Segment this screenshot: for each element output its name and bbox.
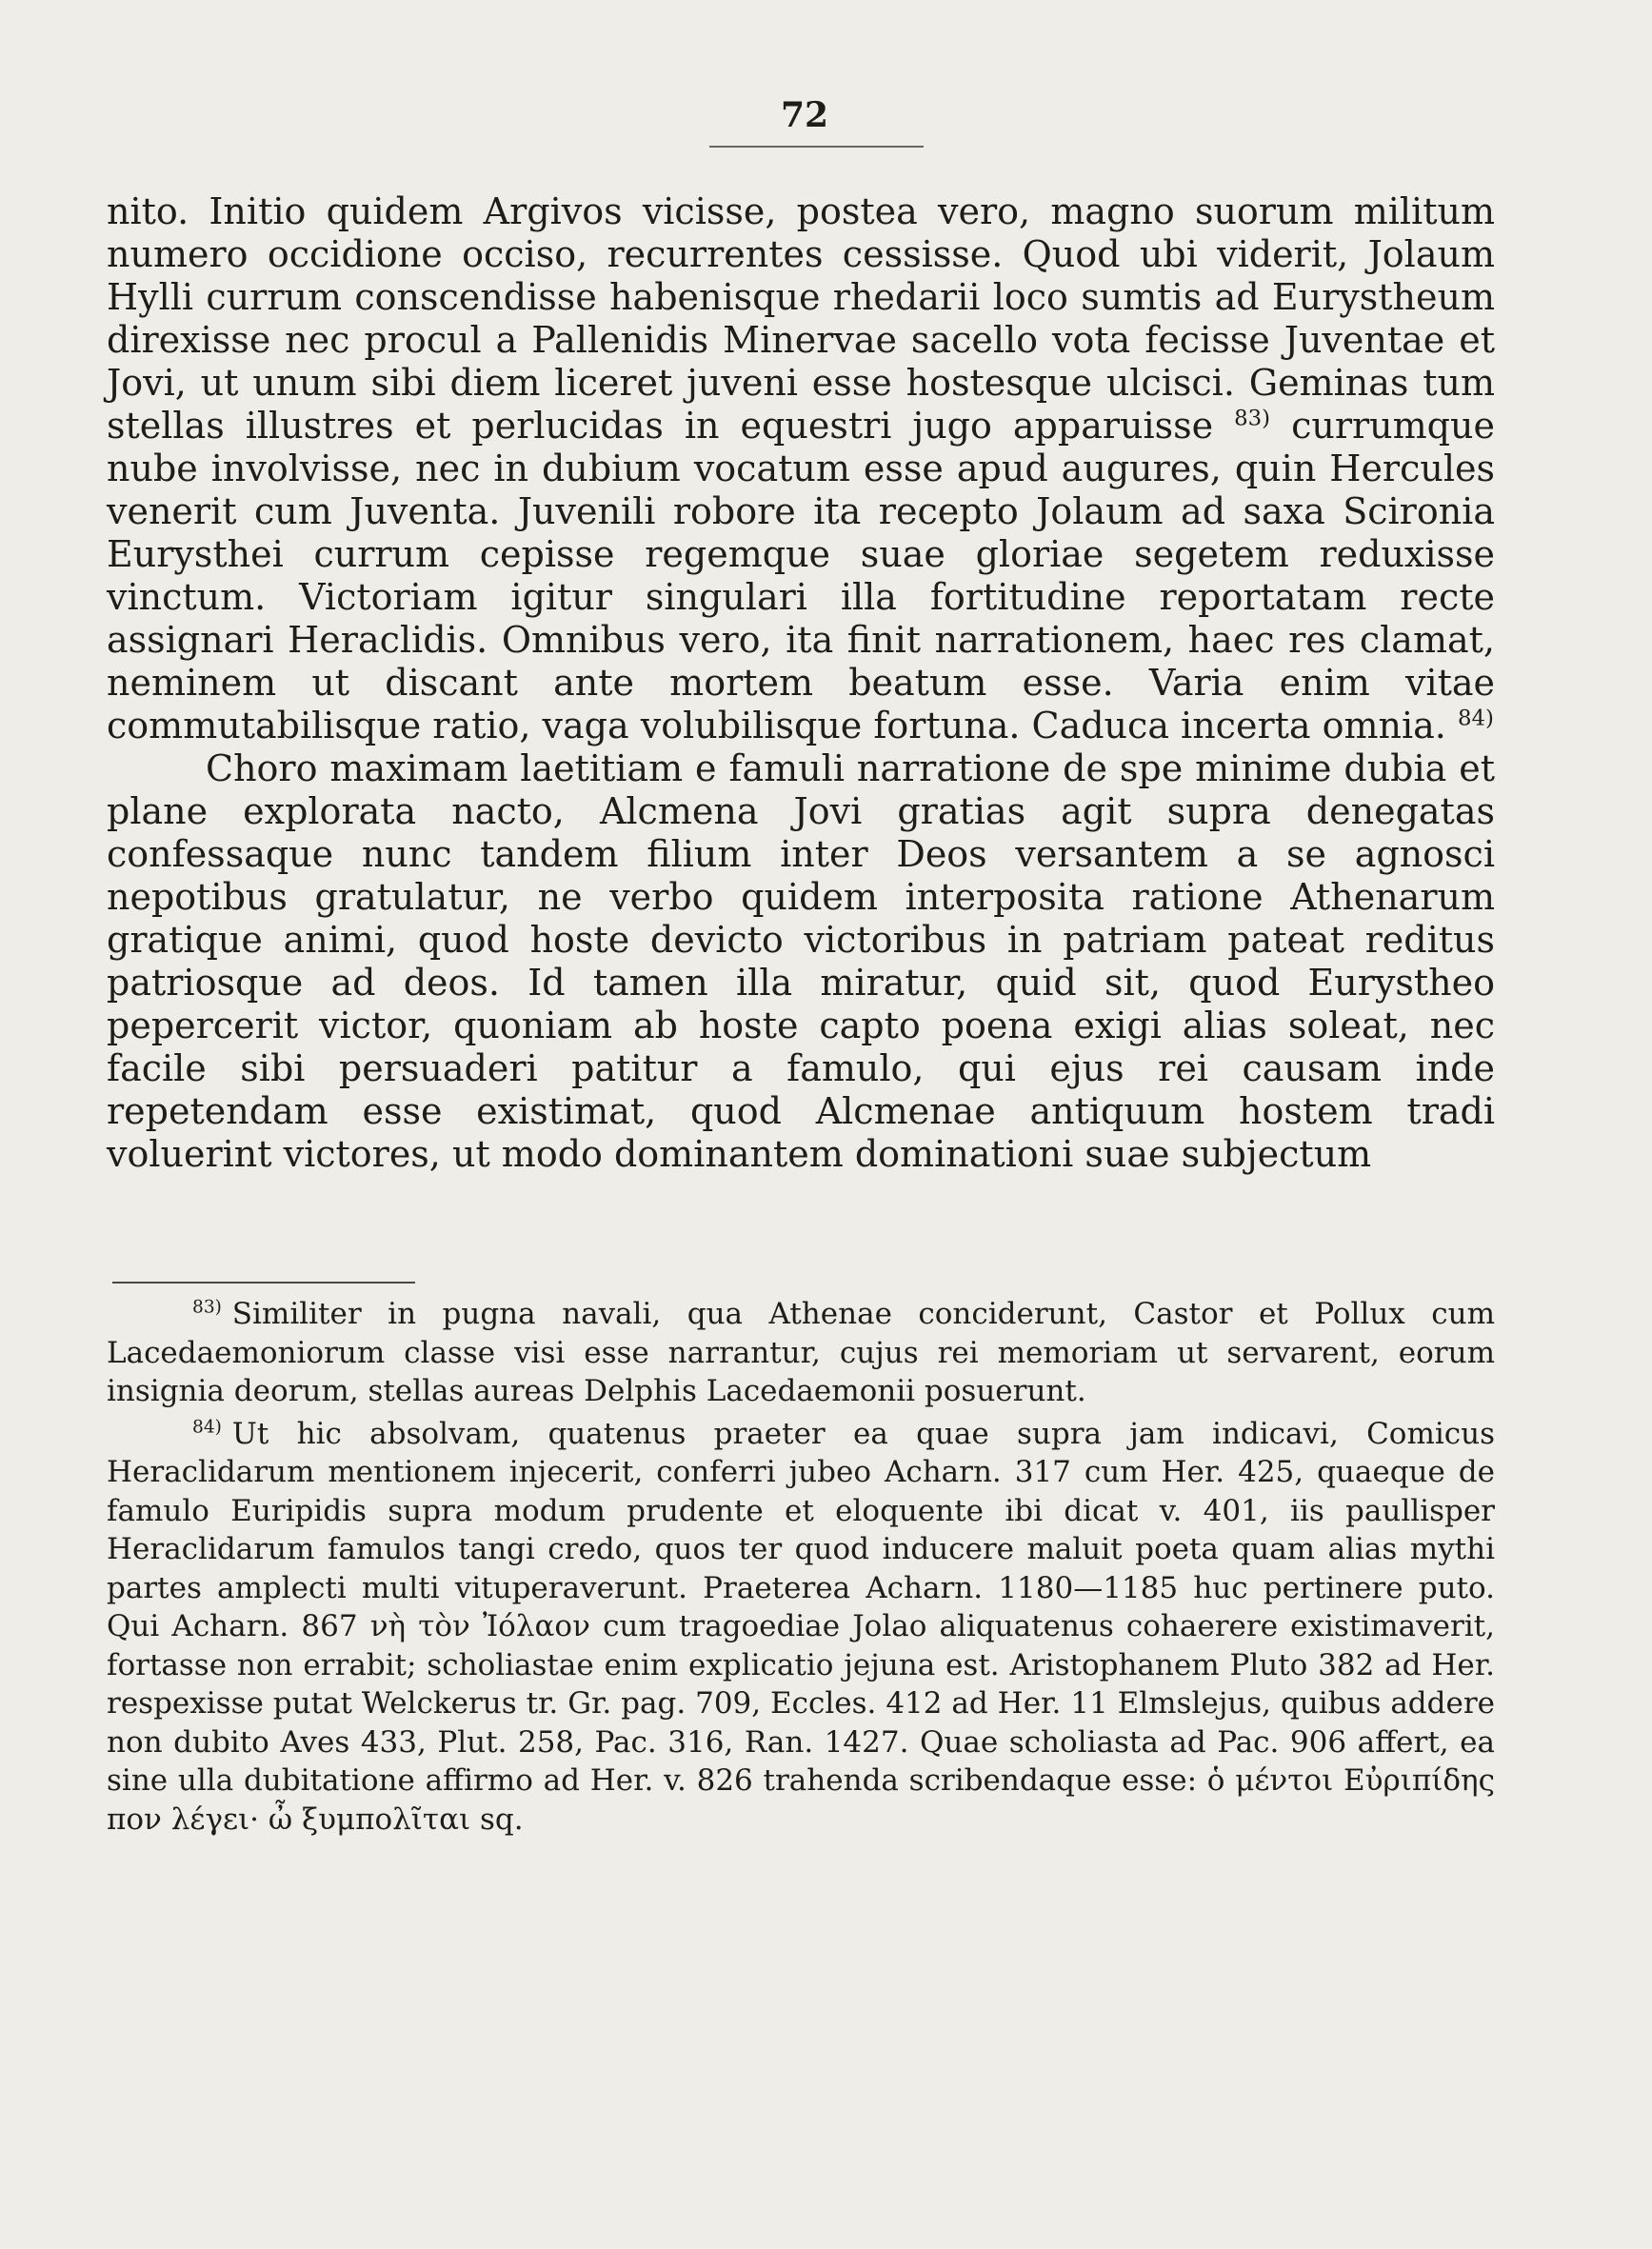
paragraph-1: [107, 190, 1495, 747]
body-text: [107, 190, 1495, 1176]
paragraph-2: Choro maximam laetitiam e famuli narratione de spe minime dubia et plane explorata nacto, Alcmena Jovi gratias agit supra denegatas confessaque nunc tandem filium inter Deos versantem a se agnosci nepotibus gratulatur, ne verbo quidem interposita ratione Athenarum gratique animi, quod hoste devicto victoribus in patriam pateat reditus patriosque ad deos. Id tamen illa miratur, quid sit, quod Eurystheo pepercerit victor, quoniam ab hoste capto poena exigi alias soleat, nec facile sibi persuaderi patitur a famulo, qui ejus rei causam inde repetendam esse existimat, quod Alcmenae antiquum hostem tradi voluerint victores, ut modo dominantem dominationi suae subjectum: [107, 747, 1495, 1175]
footnotes: [107, 1295, 1495, 1842]
footnote-mark: 84): [192, 1417, 222, 1438]
footnote-text: Ut hic absolvam, quatenus praeter ea quae supra jam indicavi, Comicus Heraclidarum mentionem injecerit, conferri jubeo Acharn. 317 cum Her. 425, quaeque de famulo Euripidis supra modum prudente et eloquente ibi dicat v. 401, iis paullisper Heraclidarum famulos tangi credo, quos ter quod inducere maluit poeta quam alias mythi partes amplecti multi vituperaverunt. Praeterea Acharn. 1180—1185 huc pertinere puto. Qui Acharn. 867 νὴ τὸν Ἰόλαον cum tragoediae Jolao aliquatenus cohaerere existimaverit, fortasse non errabit; scholiastae enim explicatio jejuna est. Aristophanem Pluto 382 ad Her. respexisse putat Welckerus tr. Gr. pag. 709, Eccles. 412 ad Her. 11 Elmslejus, quibus addere non dubito Aves 433, Plut. 258, Pac. 316, Ran. 1427. Quae scholiasta ad Pac. 906 affert, ea sine ulla dubitatione affirmo ad Her. v. 826 trahenda scribendaque esse: ὁ μέντοι Εὐριπίδης πον λέγει· ὦ ξυμπολῖται sq.: [107, 1416, 1495, 1837]
footnote-mark: 83): [192, 1297, 222, 1318]
footnote-ref-84: 84): [1457, 706, 1494, 731]
paragraph-1-text-b: currumque nube involvisse, nec in dubium vocatum esse apud augures, quin Hercules venerit cum Juventa. Juvenili robore ita recepto Jolaum ad saxa Scironia Eurysthei currum cepisse regemque suae gloriae segetem reduxisse vinctum. Victoriam igitur singulari illa fortitudine reportatam recte assignari Heraclidis. Omnibus vero, ita finit narrationem, haec res clamat, neminem ut discant ante mortem beatum esse. Varia enim vitae commutabilisque ratio, vaga volubilisque fortuna. Caduca incerta omnia.: [107, 405, 1495, 746]
footnote-text: Similiter in pugna navali, qua Athenae conciderunt, Castor et Pollux cum Lacedaemoniorum classe visi esse narrantur, cujus rei memoriam ut servarent, eorum insignia deorum, stellas aureas Delphis Lacedaemonii posuerunt.: [107, 1297, 1495, 1408]
header-rule: [709, 146, 924, 148]
paragraph-1-text-a: nito. Initio quidem Argivos vicisse, postea vero, magno suorum militum numero occidione occiso, recurrentes cessisse. Quod ubi viderit, Jolaum Hylli currum conscendisse habenisque rhedarii loco sumtis ad Eurystheum direxisse nec procul a Pallenidis Minervae sacello vota fecisse Juventae et Jovi, ut unum sibi diem liceret juveni esse hostesque ulcisci. Geminas tum stellas illustres et perlucidas in equestri jugo apparuisse: [107, 190, 1495, 447]
page-number: 72: [780, 95, 829, 135]
footnote-84: [107, 1415, 1495, 1840]
footnote-ref-83: 83): [1234, 406, 1271, 431]
footnote-83: [107, 1295, 1495, 1411]
footnote-rule: [112, 1282, 415, 1284]
